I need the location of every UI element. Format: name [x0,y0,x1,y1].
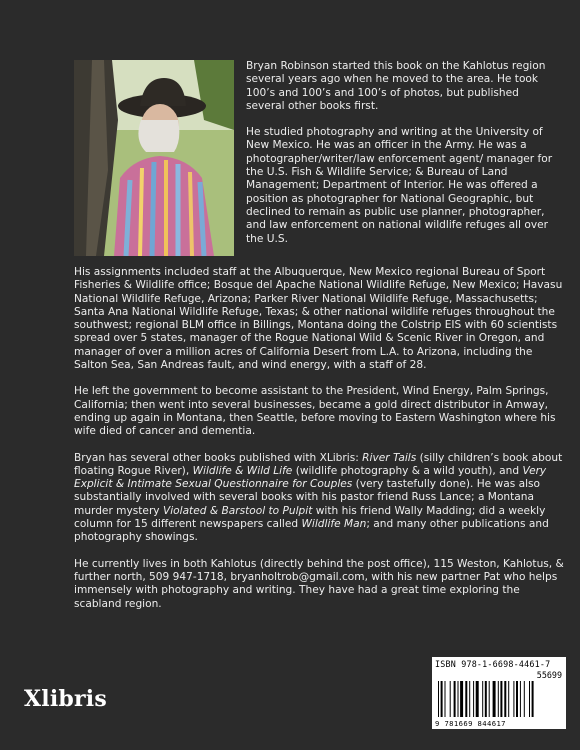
barcode-bar [493,681,496,717]
bio-column-top [246,60,558,259]
column-title-wildlife-man: Wildlife Man [301,518,367,531]
barcode-bar [476,681,479,717]
p5-text-c: (silly children’s book about floating Rogue River), [74,451,563,477]
barcode-bar [485,681,487,717]
author-photo-illustration [74,60,234,256]
p5-text-k: ; and many other publications and photography showings. [74,518,549,544]
book-title-violated: Violated & Barstool to Pulpit [162,504,313,517]
barcode-bar [508,681,509,717]
barcode-bar [482,681,483,717]
author-photo [74,60,234,256]
book-title-river-tails: River Tails [362,451,417,464]
p5-text-g: (very tastefully done). He was also substantially involved with several books with his pastor friend Russ Lance; a Montana murder mystery [74,478,541,517]
barcode-bar [445,681,446,717]
barcode-bar [458,681,459,717]
barcode-bar [465,681,467,717]
isbn-number: ISBN 978-1-6698-4461-7 [435,659,551,669]
p5-text-a: Bryan has several other books published with XLibris: [74,451,363,464]
barcode-bar [532,681,534,717]
barcode-bar [513,681,514,717]
barcode-bar [500,681,502,717]
barcode-digits: 9 781669 844617 [435,719,506,728]
bio-paragraph-1: Bryan Robinson started this book on the Kahlotus region several years ago when he moved to the area. He took 100’s and 100’s and 100’s of photos, but published several other books first. [246,60,546,112]
price-code: 55699 [536,670,562,680]
barcode-bar [520,681,521,717]
barcode-bar [489,681,490,717]
barcode-bar [498,681,499,717]
barcode-bar [441,681,443,717]
barcode-bar [454,681,456,717]
barcode-bar [438,681,439,717]
publisher-logo: Xlibris [24,686,107,712]
barcode-bar [516,681,518,717]
barcode-bar [529,681,530,717]
bio-paragraph-3: His assignments included staff at the Albuquerque, New Mexico regional Bureau of Sport Fisheries & Wildlife office; Bosque del Apache National Wildlife Refuge, New Mexico; Havasu National Wildlife Refuge, Arizona; Parker River National Wildlife Refuge, Massachusetts; Santa Ana National Wildlife Refuge, Texas; & other national wildlife refuges throughout the southwest; regional BLM office in Billings, Montana doing the Colstrip EIS with 60 scientists spread over 5 states, manager of the Rogue National Wild & Scenic River in Oregon, and manager of over a million acres of California Desert from L.A. to Arizona, including the Salton Sea, San Andreas fault, and wind energy, with a staff of 28. [74,266,563,372]
bio-paragraph-4: He left the government to become assistant to the President, Wind Energy, Palm Springs, California; then went into several businesses, became a gold direct distributor in Amway, ending up again in Montana, then Seattle, before moving to Eastern Washington where his wife died of cancer and dementia. [74,385,556,438]
barcode-bar [504,681,506,717]
barcode-bars [438,681,562,717]
bio-paragraph-6: He currently lives in both Kahlotus (directly behind the post office), 115 Weston, Kahlotus, & further north, 509 947-1718, bryanholtrob@gmail.com, with his new partner Pat who helps immensely with photography and writing. They have had a great time exploring the scabland region. [74,557,564,610]
barcode-bar [473,681,474,717]
barcode-bar [469,681,470,717]
p5-text-e: (wildlife photography & a wild youth), and [292,464,523,477]
isbn-barcode [432,657,566,729]
book-title-questionnaire: Very Explicit & Intimate Sexual Questionnaire for Couples [74,464,547,491]
p5-text-i: with his friend Wally Madding; did a weekly column for 15 different newspapers called [74,504,546,531]
bio-paragraph-5 [74,452,564,545]
barcode-bar [524,681,525,717]
bio-column-full [74,266,564,624]
bio-paragraph-2: He studied photography and writing at the University of New Mexico. He was an officer in the Army. He was a photographer/writer/law enforcement agent/ manager for the U.S. Fish & Wildlife Service; & Bureau of Land Management; Department of Interior. He was offered a position as photographer for National Geographic, but declined to remain as public use planner, photographer, and law enforcement on national wildlife refuges all over the U.S. [246,126,553,245]
book-title-wildlife: Wildlife & Wild Life [192,464,293,477]
barcode-bar [450,681,451,717]
barcode-bar [460,681,463,717]
